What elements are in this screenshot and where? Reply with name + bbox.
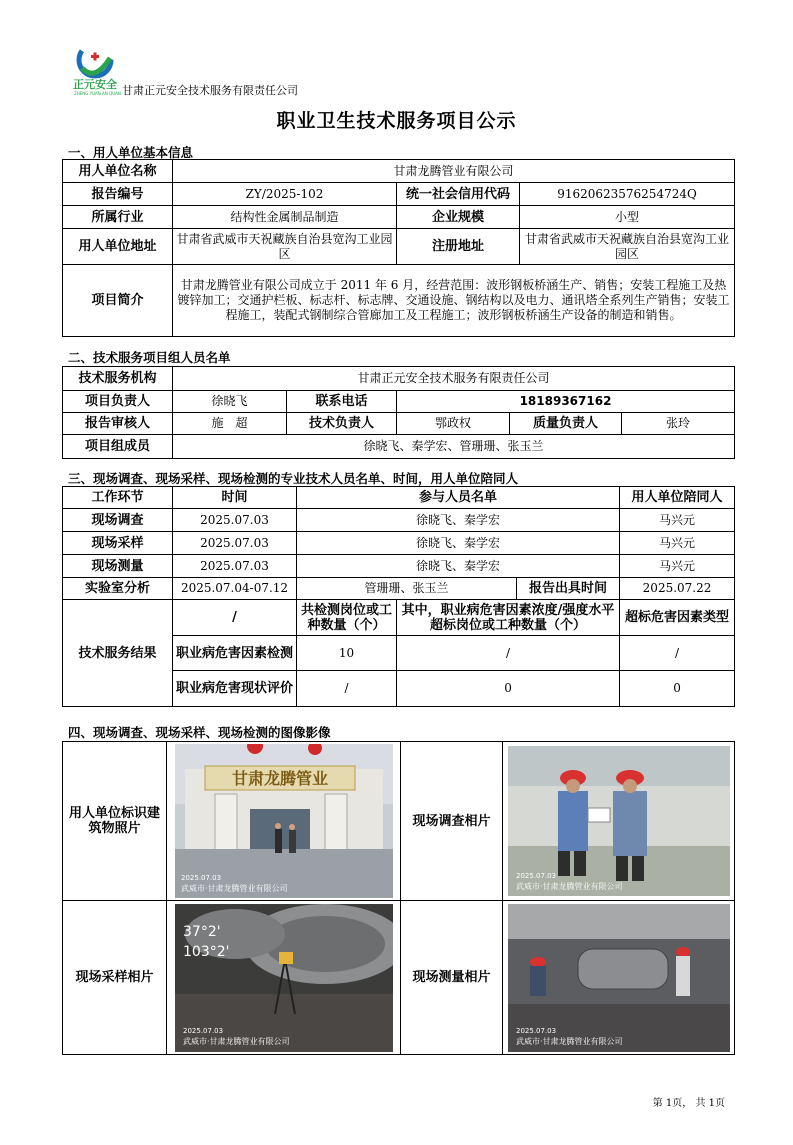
- stage-cell: 现场测量: [63, 555, 173, 578]
- evaluation-over: 0: [397, 671, 620, 707]
- unit-address: 甘肃省武威市天祝藏族自治县宽沟工业园区: [173, 229, 397, 265]
- svg-text:2025.07.03: 2025.07.03: [182, 1026, 223, 1035]
- measurement-photo: [508, 904, 730, 1052]
- detection-type: /: [620, 636, 735, 671]
- industry: 结构性金属制品制造: [173, 206, 397, 229]
- label-survey-photo: 现场调查相片: [401, 742, 503, 901]
- credit-code: 91620623576254724Q: [520, 183, 735, 206]
- label-service-result: 技术服务结果: [63, 600, 173, 707]
- label-issue-date: 报告出具时间: [517, 578, 620, 600]
- building-photo-cell: [167, 742, 401, 901]
- scale: 小型: [520, 206, 735, 229]
- label-unit-address: 用人单位地址: [63, 229, 173, 265]
- label-team-members: 项目组成员: [63, 435, 173, 459]
- table-row: [63, 555, 735, 578]
- svg-text:2025.07.03: 2025.07.03: [515, 872, 556, 880]
- label-project-intro: 项目简介: [63, 265, 173, 337]
- evaluation-total: /: [297, 671, 397, 707]
- svg-text:103°2': 103°2': [182, 943, 229, 960]
- label-industry: 所属行业: [63, 206, 173, 229]
- tech-lead: 鄂政权: [397, 413, 510, 435]
- label-report-reviewer: 报告审核人: [63, 413, 173, 435]
- label-report-no: 报告编号: [63, 183, 173, 206]
- col-total-posts: 共检测岗位或工种数量（个）: [297, 600, 397, 636]
- time-cell: 2025.07.03: [173, 555, 297, 578]
- section-2-heading: 二、技术服务项目组人员名单: [68, 350, 231, 365]
- survey-photo: [508, 746, 730, 896]
- lab-time: 2025.07.04-07.12: [173, 578, 297, 600]
- sampling-photo: [175, 904, 393, 1052]
- label-credit-code: 统一社会信用代码: [397, 183, 520, 206]
- people-cell: 徐晓飞、秦学宏: [297, 532, 620, 555]
- label-phone: 联系电话: [287, 391, 397, 413]
- col-escort: 用人单位陪同人: [620, 487, 735, 509]
- quality-lead: 张玲: [622, 413, 735, 435]
- col-people: 参与人员名单: [297, 487, 620, 509]
- detection-over: /: [397, 636, 620, 671]
- label-project-lead: 项目负责人: [63, 391, 173, 413]
- unit-name: 甘肃龙腾管业有限公司: [173, 160, 735, 183]
- project-lead: 徐晓飞: [173, 391, 287, 413]
- label-quality-lead: 质量负责人: [510, 413, 622, 435]
- svg-text:2025.07.03: 2025.07.03: [180, 874, 221, 882]
- label-lab-analysis: 实验室分析: [63, 578, 173, 600]
- page-title: 职业卫生技术服务项目公示: [276, 110, 517, 132]
- label-sampling-photo: 现场采样相片: [63, 901, 167, 1055]
- stage-cell: 现场采样: [63, 532, 173, 555]
- svg-text:武威市·甘肃龙腾管业有限公司: 武威市·甘肃龙腾管业有限公司: [515, 1036, 623, 1046]
- svg-text:37°2': 37°2': [182, 923, 221, 940]
- detection-total: 10: [297, 636, 397, 671]
- survey-photo-cell: [503, 742, 735, 901]
- evaluation-type: 0: [620, 671, 735, 707]
- label-measurement-photo: 现场测量相片: [401, 901, 503, 1055]
- label-hazard-detection: 职业病危害因素检测: [173, 636, 297, 671]
- col-over-type: 超标危害因素类型: [620, 600, 735, 636]
- building-photo: [175, 744, 393, 898]
- sampling-photo-cell: [167, 901, 401, 1055]
- time-cell: 2025.07.03: [173, 509, 297, 532]
- label-scale: 企业规模: [397, 206, 520, 229]
- photos-table: [62, 741, 735, 1055]
- escort-cell: 马兴元: [620, 555, 735, 578]
- service-org: 甘肃正元安全技术服务有限责任公司: [173, 367, 735, 391]
- company-name: 甘肃正元安全技术服务有限责任公司: [122, 84, 298, 97]
- company-logo: [68, 38, 128, 98]
- svg-text:ZHENG YUAN AN QUAN: ZHENG YUAN AN QUAN: [74, 91, 121, 96]
- label-tech-lead: 技术负责人: [287, 413, 397, 435]
- label-unit-name: 用人单位名称: [63, 160, 173, 183]
- svg-text:武威市·甘肃龙腾管业有限公司: 武威市·甘肃龙腾管业有限公司: [515, 882, 623, 891]
- col-over-posts: 其中，职业病危害因素浓度/强度水平超标岗位或工种数量（个）: [397, 600, 620, 636]
- table-row: [63, 532, 735, 555]
- section-4-heading: 四、现场调查、现场采样、现场检测的图像影像: [68, 725, 331, 740]
- svg-text:武威市·甘肃龙腾管业有限公司: 武威市·甘肃龙腾管业有限公司: [182, 1036, 290, 1046]
- label-building-photo: 用人单位标识建筑物照片: [63, 742, 167, 901]
- issue-date: 2025.07.22: [620, 578, 735, 600]
- phone: 18189367162: [397, 391, 735, 413]
- lab-people: 管珊珊、张玉兰: [297, 578, 517, 600]
- svg-text:武威市·甘肃龙腾管业有限公司: 武威市·甘肃龙腾管业有限公司: [180, 884, 288, 893]
- section-1-heading: 一、用人单位基本信息: [68, 145, 194, 160]
- reg-address: 甘肃省武威市天祝藏族自治县宽沟工业园区: [520, 229, 735, 265]
- escort-cell: 马兴元: [620, 532, 735, 555]
- col-stage: 工作环节: [63, 487, 173, 509]
- team-table: [62, 366, 735, 459]
- report-no: ZY/2025-102: [173, 183, 397, 206]
- svg-text:正元安全: 正元安全: [73, 78, 117, 91]
- svg-text:2025.07.03: 2025.07.03: [515, 1026, 556, 1035]
- label-service-org: 技术服务机构: [63, 367, 173, 391]
- onsite-table: [62, 486, 735, 707]
- label-status-evaluation: 职业病危害现状评价: [173, 671, 297, 707]
- table-row: [63, 509, 735, 532]
- basic-info-table: [62, 159, 735, 337]
- time-cell: 2025.07.03: [173, 532, 297, 555]
- page-footer: 第 1页， 共 1页: [652, 1098, 725, 1109]
- result-slash: /: [173, 600, 297, 636]
- escort-cell: 马兴元: [620, 509, 735, 532]
- measurement-photo-cell: [503, 901, 735, 1055]
- col-time: 时间: [173, 487, 297, 509]
- people-cell: 徐晓飞、秦学宏: [297, 555, 620, 578]
- project-intro: 甘肃龙腾管业有限公司成立于 2011 年 6 月，经营范围：波形钢板桥涵生产、销售；安装工程施工及热镀锌加工；交通护栏板、标志杆、标志牌、交通设施、钢结构以及电力、通讯塔全系列生产销售；安装工程施工，装配式钢制综合管廊加工及工程施工；波形钢板桥涵生产设备的制造和销售。: [173, 265, 735, 337]
- section-3-heading: 三、现场调查、现场采样、现场检测的专业技术人员名单、时间，用人单位陪同人: [68, 471, 519, 486]
- report-reviewer: 施 超: [173, 413, 287, 435]
- svg-text:甘肃龙腾管业: 甘肃龙腾管业: [231, 769, 328, 788]
- stage-cell: 现场调查: [63, 509, 173, 532]
- team-members: 徐晓飞、秦学宏、管珊珊、张玉兰: [173, 435, 735, 459]
- people-cell: 徐晓飞、秦学宏: [297, 509, 620, 532]
- label-reg-address: 注册地址: [397, 229, 520, 265]
